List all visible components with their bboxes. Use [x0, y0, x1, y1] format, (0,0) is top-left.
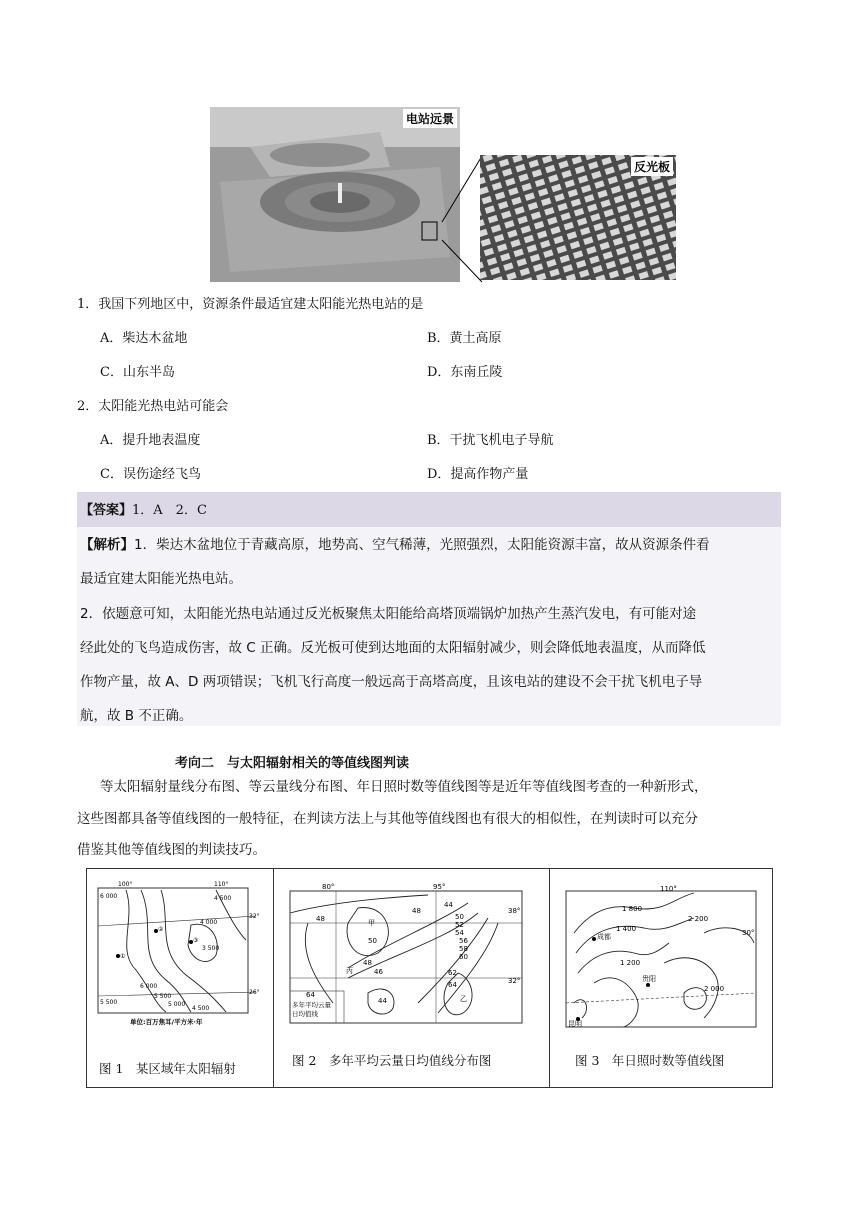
fig1-label-lon110: 110° [214, 881, 229, 888]
fig1-label-6000b: 6 000 [140, 983, 158, 990]
fig1-label-point2: ② [158, 926, 164, 933]
fig1-label-lat26: 26° [249, 989, 260, 996]
question-1-stem: 1．我国下列地区中，资源条件最适宜建太阳能光热电站的是 [77, 297, 424, 312]
q2-option-a: A．提升地表温度 [100, 433, 201, 448]
fig2-label-50a: 50 [455, 913, 464, 921]
fig3-label-kunming: 昆明 [568, 1020, 582, 1028]
answer-text: 1．A 2．C [132, 503, 207, 518]
fig2-label-52: 52 [455, 921, 464, 929]
fig2-label-lat38: 38° [508, 907, 521, 915]
fig1-label-point3: ③ [193, 937, 199, 944]
q2-option-b: B．干扰飞机电子导航 [427, 433, 554, 448]
fig1-unit-label: 单位:百万焦耳/平方米·年 [130, 1018, 203, 1026]
fig2-label-48a: 48 [316, 915, 325, 923]
fig2-label-62: 62 [448, 969, 457, 977]
fig3-label-1800: 1 800 [622, 905, 643, 913]
reflector-photo [480, 155, 676, 280]
fig3-label-2000: 2 000 [704, 985, 725, 993]
section-paragraph-line-2: 这些图都具备等值线图的一般特征，在判读方法上与其他等值线图也有很大的相似性，在判读时可以充分 [77, 811, 698, 827]
analysis-panel [77, 527, 781, 726]
fig1-label-point1: ① [120, 953, 126, 960]
analysis-line-6: 航，故 B 不正确。 [80, 708, 193, 724]
fig2-label-54: 54 [455, 929, 464, 937]
photo-label-inset: 反光板 [631, 157, 673, 176]
fig2-label-bing: 丙 [346, 967, 353, 975]
fig3-label-chengdu: 成都 [597, 933, 611, 941]
fig2-legend-text-1: 多年平均云量 [292, 1001, 331, 1009]
fig2-label-46: 46 [374, 968, 383, 976]
section-title: 考向二 与太阳辐射相关的等值线图判读 [175, 756, 410, 771]
fig2-legend-text-2: 日均值线 [292, 1010, 318, 1018]
fig2-label-56: 56 [459, 937, 468, 945]
analysis-line-2: 最适宜建太阳能光热电站。 [80, 571, 242, 587]
figure-2-map [288, 883, 538, 1038]
fig2-legend-64: 64 [306, 991, 315, 999]
fig2-label-44a: 44 [444, 901, 453, 909]
figure-2-cell [274, 869, 550, 1087]
figure-3-map [564, 883, 764, 1033]
fig3-label-lon110: 110° [660, 885, 677, 893]
figure-1-caption: 图 1 某区域年太阳辐射 [99, 1061, 236, 1076]
fig1-label-5000: 5 000 [168, 1001, 186, 1008]
analysis-line-4: 经此处的飞鸟造成伤害，故 C 正确。反光板可使到达地面的太阳辐射减少，则会降低地表温度，从而降低 [80, 640, 706, 656]
fig1-label-lat32: 32° [249, 913, 260, 920]
analysis-text-1: 1．柴达木盆地位于青藏高原，地势高、空气稀薄，光照强烈，太阳能资源丰富，故从资源条件看 [134, 537, 710, 553]
fig2-label-48b: 48 [412, 907, 421, 915]
fig2-label-44b: 44 [378, 997, 387, 1005]
fig1-label-4500b: 4 500 [192, 1005, 210, 1012]
figure-2-caption: 图 2 多年平均云量日均值线分布图 [292, 1053, 492, 1068]
fig2-label-lat32: 32° [508, 977, 521, 985]
fig2-label-48c: 48 [363, 959, 372, 967]
fig3-label-1400: 1 400 [616, 925, 637, 933]
fig2-label-lon95: 95° [433, 883, 446, 891]
fig3-label-guiyang: 贵阳 [642, 975, 656, 983]
fig2-label-60: 60 [459, 953, 468, 961]
fig1-label-5500a: 5 500 [100, 999, 118, 1006]
figure-1-map [96, 880, 266, 1030]
question-2-stem: 2．太阳能光热电站可能会 [77, 399, 229, 414]
fig2-label-lon80: 80° [322, 883, 335, 891]
fig1-label-6000a: 6 000 [100, 893, 118, 900]
section-paragraph-line-1: 等太阳辐射量线分布图、等云量线分布图、年日照时数等值线图等是近年等值线图考查的一种新形式， [100, 779, 708, 795]
section-paragraph-line-3: 借鉴其他等值线图的判读技巧。 [77, 842, 266, 858]
figure-table [86, 868, 773, 1088]
fig1-label-4000: 4 000 [200, 919, 218, 926]
q1-option-d: D．东南丘陵 [427, 365, 503, 380]
figure-1-cell [87, 869, 274, 1087]
q1-option-c: C．山东半岛 [100, 365, 175, 380]
answer-label: 【答案】 [80, 503, 133, 518]
q1-option-a: A．柴达木盆地 [100, 331, 188, 346]
analysis-line-3: 2．依题意可知，太阳能光热电站通过反光板聚焦太阳能给高塔顶端锅炉加热产生蒸汽发电，有可能对途 [80, 606, 697, 622]
fig1-label-4500a: 4 500 [214, 895, 232, 902]
fig1-label-5500b: 5 500 [154, 993, 172, 1000]
figure-3-cell [550, 869, 772, 1087]
photo-label-main: 电站远景 [403, 109, 457, 128]
figure-3-caption: 图 3 年日照时数等值线图 [575, 1053, 725, 1068]
fig3-label-1200: 1 200 [620, 959, 641, 967]
fig3-label-lat30: 30° [742, 929, 755, 937]
q2-option-d: D．提高作物产量 [427, 467, 529, 482]
fig2-label-64a: 64 [448, 981, 457, 989]
zoom-connector-lines [440, 150, 485, 290]
fig2-label-50b: 50 [368, 937, 377, 945]
fig1-label-3500: 3 500 [202, 945, 220, 952]
analysis-line-5: 作物产量，故 A、D 两项错误；飞机飞行高度一般远高于高塔高度，且该电站的建设不会干扰飞机电子导 [80, 674, 703, 690]
analysis-line-1 [80, 536, 710, 554]
q2-option-c: C．误伤途经飞鸟 [100, 467, 201, 482]
answer-line [80, 502, 207, 520]
analysis-label: 【解析】 [80, 537, 134, 553]
fig2-label-yi: 乙 [460, 995, 467, 1003]
power-station-illustration [210, 107, 460, 282]
fig3-label-2200: 2 200 [688, 915, 709, 923]
fig2-label-jia: 甲 [368, 919, 375, 927]
fig1-label-lon100: 100° [118, 881, 133, 888]
power-station-photo [210, 107, 460, 282]
fig2-label-58: 58 [459, 945, 468, 953]
q1-option-b: B．黄土高原 [427, 331, 502, 346]
